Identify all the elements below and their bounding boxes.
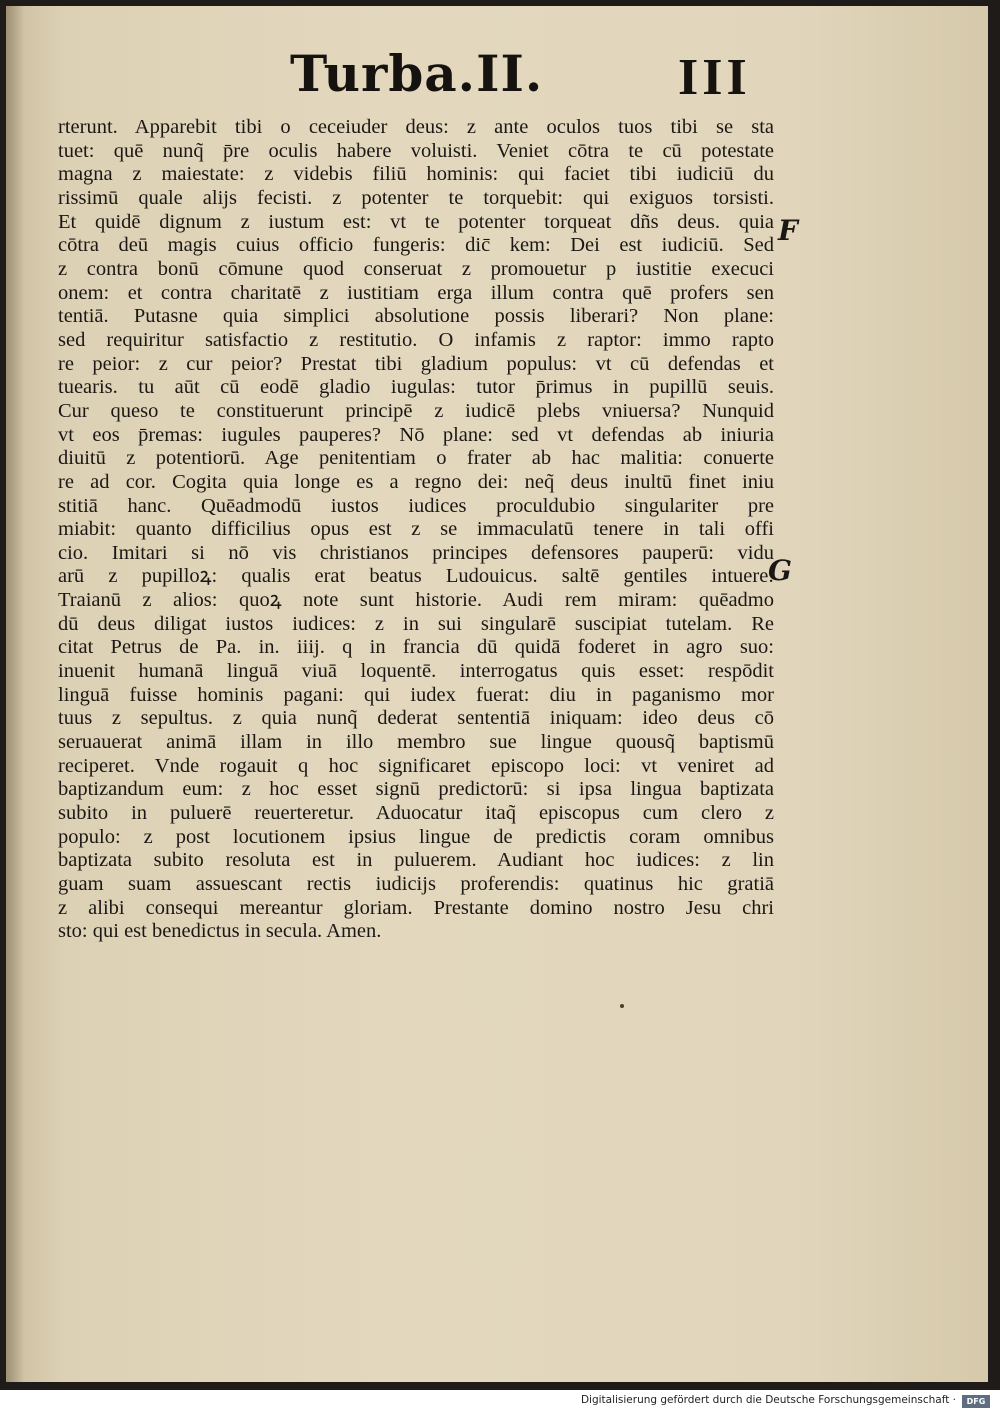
text-line: miabit: quanto difficilius opus est z se immaculatū tenere in tali offi [58,518,774,541]
text-line: inuenit humanā linguā viuā loquentē. interrogatus quis esset: respōdit [58,660,774,683]
text-line: sed requiritur satisfactio z restitutio. O infamis z raptor: immo rapto [58,328,774,351]
text-line: rissimū quale alijs fecisti. z potenter te torquebit: qui exiguos torsisti. [58,186,774,209]
body-text [58,116,774,944]
dfg-logo: DFG [962,1395,990,1408]
text-line: populo: z post locutionem ipsius lingue de predictis coram omnibus [58,825,774,848]
text-line: magna z maiestate: z videbis filiū hominis: qui faciet tibi iudiciū du [58,163,774,186]
text-line: vt eos p̄remas: iugules pauperes? Nō plane: sed vt defendas ab iniuria [58,423,774,446]
text-line: seruauerat animā illam in illo membro sue lingue quousq̃ baptismū [58,731,774,754]
text-line: subito in puluerē reuerteretur. Aduocatur itaq̃ episcopus cum clero z [58,802,774,825]
text-line: arū z pupilloꝝ: qualis erat beatus Ludouicus. saltē gentiles intuere: [58,565,774,588]
text-line: sto: qui est benedictus in secula. Amen. [58,920,382,943]
text-line: guam suam assuescant rectis iudicijs proferendis: quatinus hic gratiā [58,873,774,895]
text-line: z alibi consequi mereantur gloriam. Prestante domino nostro Jesu chri [58,896,774,919]
text-line: tuearis. tu aūt cū eodē gladio iugulas: tutor p̄rimus in pupillū seuis. [58,376,774,399]
book-page [6,6,988,1382]
text-line: baptizata subito resoluta est in puluerem. Audiant hoc iudices: z lin [58,849,774,872]
text-line: baptizandum eum: z hoc esset signū predictorū: si ipsa lingua baptizata [58,778,774,801]
text-line: reciperet. Vnde rogauit q hoc significaret episcopo loci: vt veniret ad [58,754,774,777]
digitization-footer [0,1390,1000,1413]
text-line: onem: et contra charitatē z iustitiam erga illum contra quē profers sen [58,281,774,304]
text-line: stitiā hanc. Quēadmodū iustos iudices proculdubio singulariter pre [58,494,774,517]
text-line: Traianū z alios: quoꝝ note sunt historie. Audi rem miram: quēadmo [58,589,774,612]
text-line: diuitū z potentiorū. Age penitentiam o frater ab hac malitia: conuerte [58,447,774,470]
text-line: z contra bonū cōmune quod conseruat z promouetur p iustitie execuci [58,257,774,280]
marginal-letter-f: F [778,214,798,247]
text-line: re peior: z cur peior? Prestat tibi gladium populus: vt cū defendas et [58,352,774,375]
text-line: tentiā. Putasne quia simplici absolutione possis liberari? Non plane: [58,305,774,328]
text-line: linguā fuisse hominis pagani: qui iudex fuerat: diu in paganismo mor [58,683,774,706]
text-line: tuet: quē nunq̃ p̄re oculis habere voluisti. Veniet cōtra te cū potestate [58,139,774,162]
text-line: Cur queso te constituerunt principē z iudicē plebs vniuersa? Nunquid [58,399,774,422]
text-line: re ad cor. Cogita quia longe es a regno dei: neq̃ deus inultū finet iniu [58,470,774,493]
funding-note: Digitalisierung gefördert durch die Deutsche Forschungsgemeinschaft · [580,1394,956,1406]
text-line: dū deus diligat iustos iudices: z in sui singularē suscipiat tutelam. Re [58,612,774,635]
running-title: Turba.II. [290,44,544,103]
text-line: rterunt. Apparebit tibi o ceceiuder deus: z ante oculos tuos tibi se sta [58,116,774,138]
text-line: tuus z sepultus. z quia nunq̃ dederat sententiā iniquam: ideo deus cō [58,707,774,730]
text-line: citat Petrus de Pa. in. iiij. q in francia dū quidā foderet in agro suo: [58,636,774,659]
marginal-letter-g: G [768,554,792,587]
text-line: Et quidē dignum z iustum est: vt te potenter torqueat dñs deus. quia [58,210,774,233]
text-line: cio. Imitari si nō vis christianos principes defensores pauperū: vidu [58,541,774,564]
text-line: cōtra deū magis cuius officio fungeris: dic̄ kem: Dei est iudiciū. Sed [58,234,774,257]
folio-number: III [678,49,751,106]
ink-speck [620,1004,624,1008]
